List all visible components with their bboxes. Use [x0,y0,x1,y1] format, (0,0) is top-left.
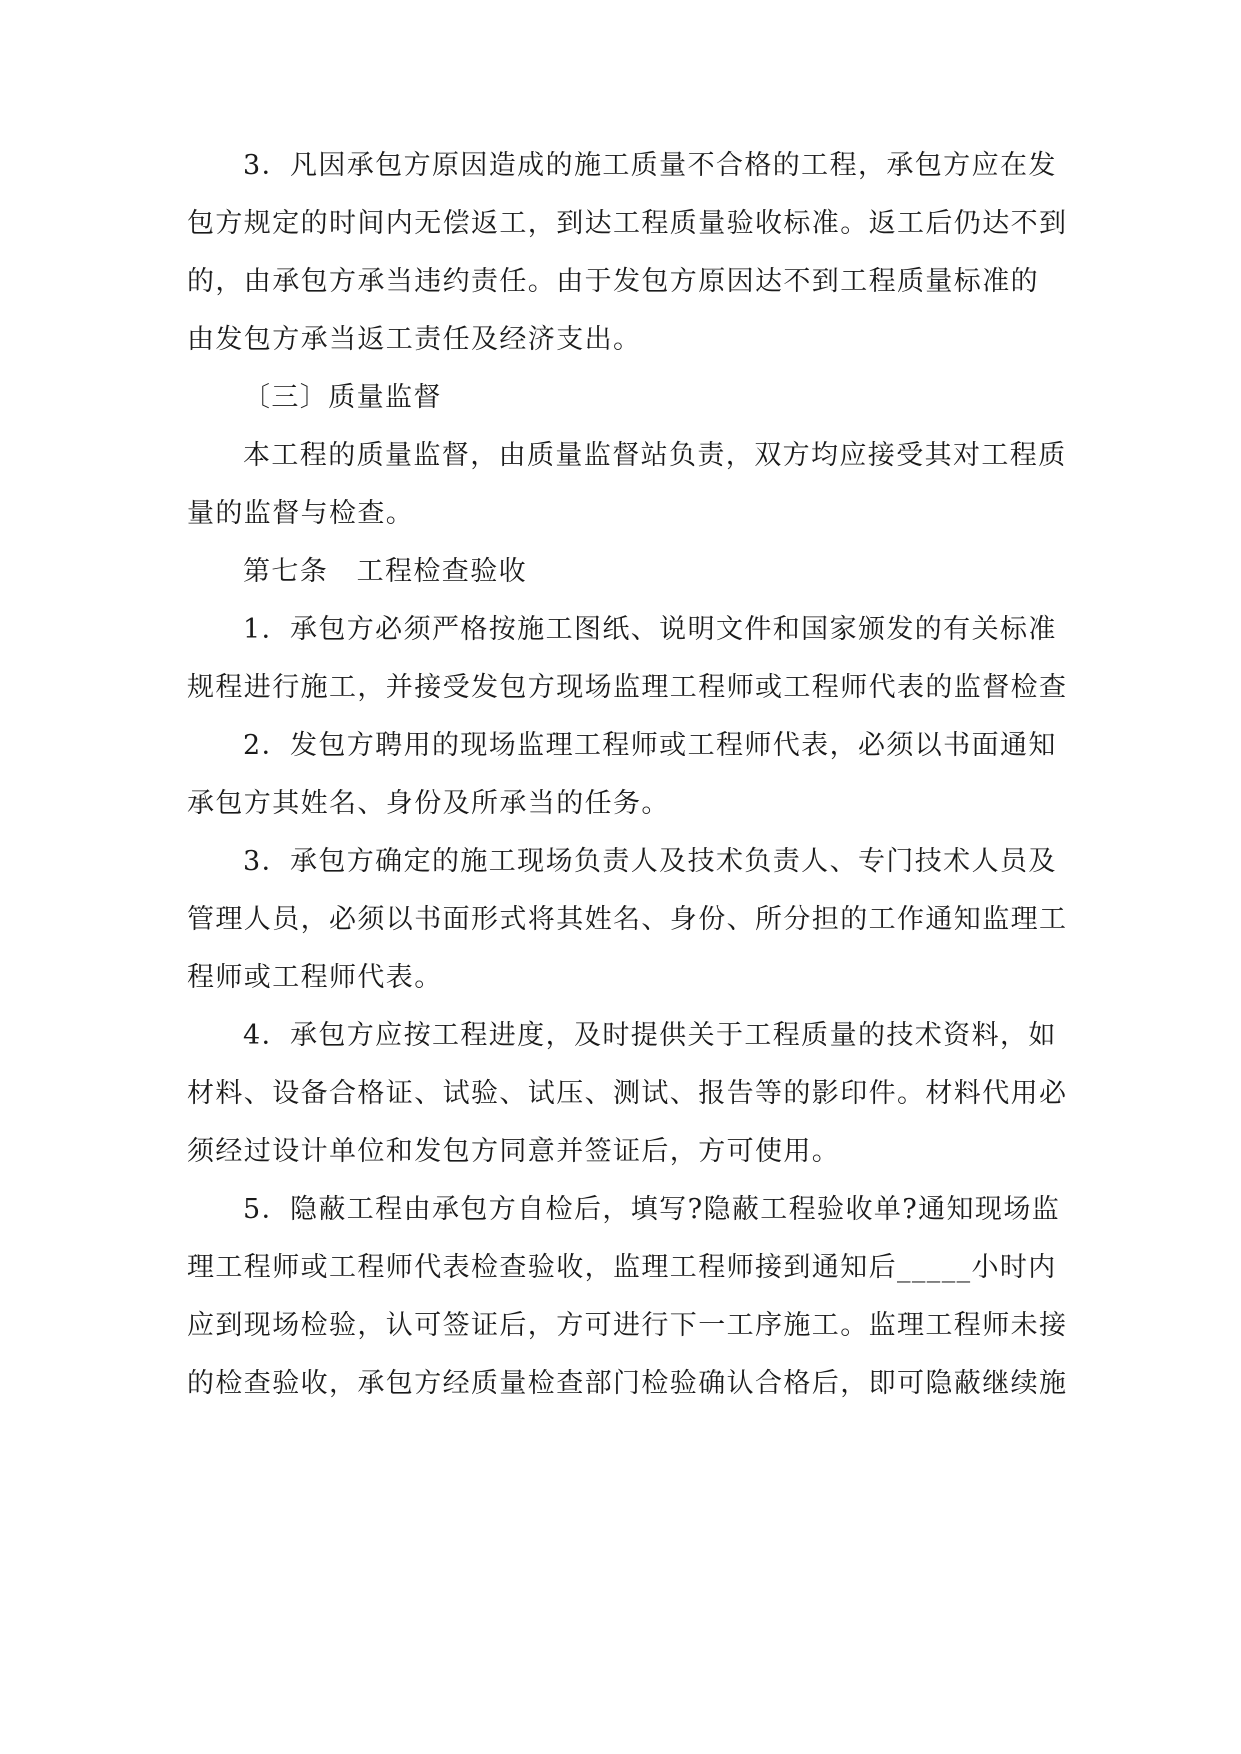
paragraph-line: 2．发包方聘用的现场监理工程师或工程师代表，必须以书面通知 [243,730,1057,761]
paragraph-line: 应到现场检验，认可签证后，方可进行下一工序施工。监理工程师未接 [187,1310,1068,1341]
paragraph-line: 量的监督与检查。 [187,498,415,529]
article-heading: 第七条 工程检查验收 [243,556,527,587]
paragraph-line: 由发包方承当返工责任及经济支出。 [187,324,642,355]
paragraph-line: 3．承包方确定的施工现场负责人及技术负责人、专门技术人员及 [243,846,1057,877]
paragraph-line: 包方规定的时间内无偿返工，到达工程质量验收标准。返工后仍达不到 [187,208,1068,239]
paragraph-line: 1．承包方必须严格按施工图纸、说明文件和国家颁发的有关标准 [243,614,1057,645]
paragraph-line: 须经过设计单位和发包方同意并签证后，方可使用。 [187,1136,841,1167]
paragraph-line: 管理人员，必须以书面形式将其姓名、身份、所分担的工作通知监理工 [187,904,1068,935]
paragraph-line: 4．承包方应按工程进度，及时提供关于工程质量的技术资料，如 [243,1020,1057,1051]
paragraph-line: 材料、设备合格证、试验、试压、测试、报告等的影印件。材料代用必 [187,1078,1068,1109]
paragraph-line: 5．隐蔽工程由承包方自检后，填写?隐蔽工程验收单?通知现场监 [243,1194,1061,1225]
paragraph-line: 程师或工程师代表。 [187,962,443,993]
section-heading: 〔三〕质量监督 [243,382,442,413]
paragraph-line: 3．凡因承包方原因造成的施工质量不合格的工程，承包方应在发 [243,150,1057,181]
paragraph-line: 的，由承包方承当违约责任。由于发包方原因达不到工程质量标准的 [187,266,1039,297]
paragraph-line: 本工程的质量监督，由质量监督站负责，双方均应接受其对工程质 [243,440,1067,471]
paragraph-line: 承包方其姓名、身份及所承当的任务。 [187,788,670,819]
paragraph-line: 规程进行施工，并接受发包方现场监理工程师或工程师代表的监督检查 [187,672,1068,703]
paragraph-line: 的检查验收，承包方经质量检查部门检验确认合格后，即可隐蔽继续施 [187,1368,1068,1399]
paragraph-line: 理工程师或工程师代表检查验收，监理工程师接到通知后_____小时内 [187,1252,1057,1283]
